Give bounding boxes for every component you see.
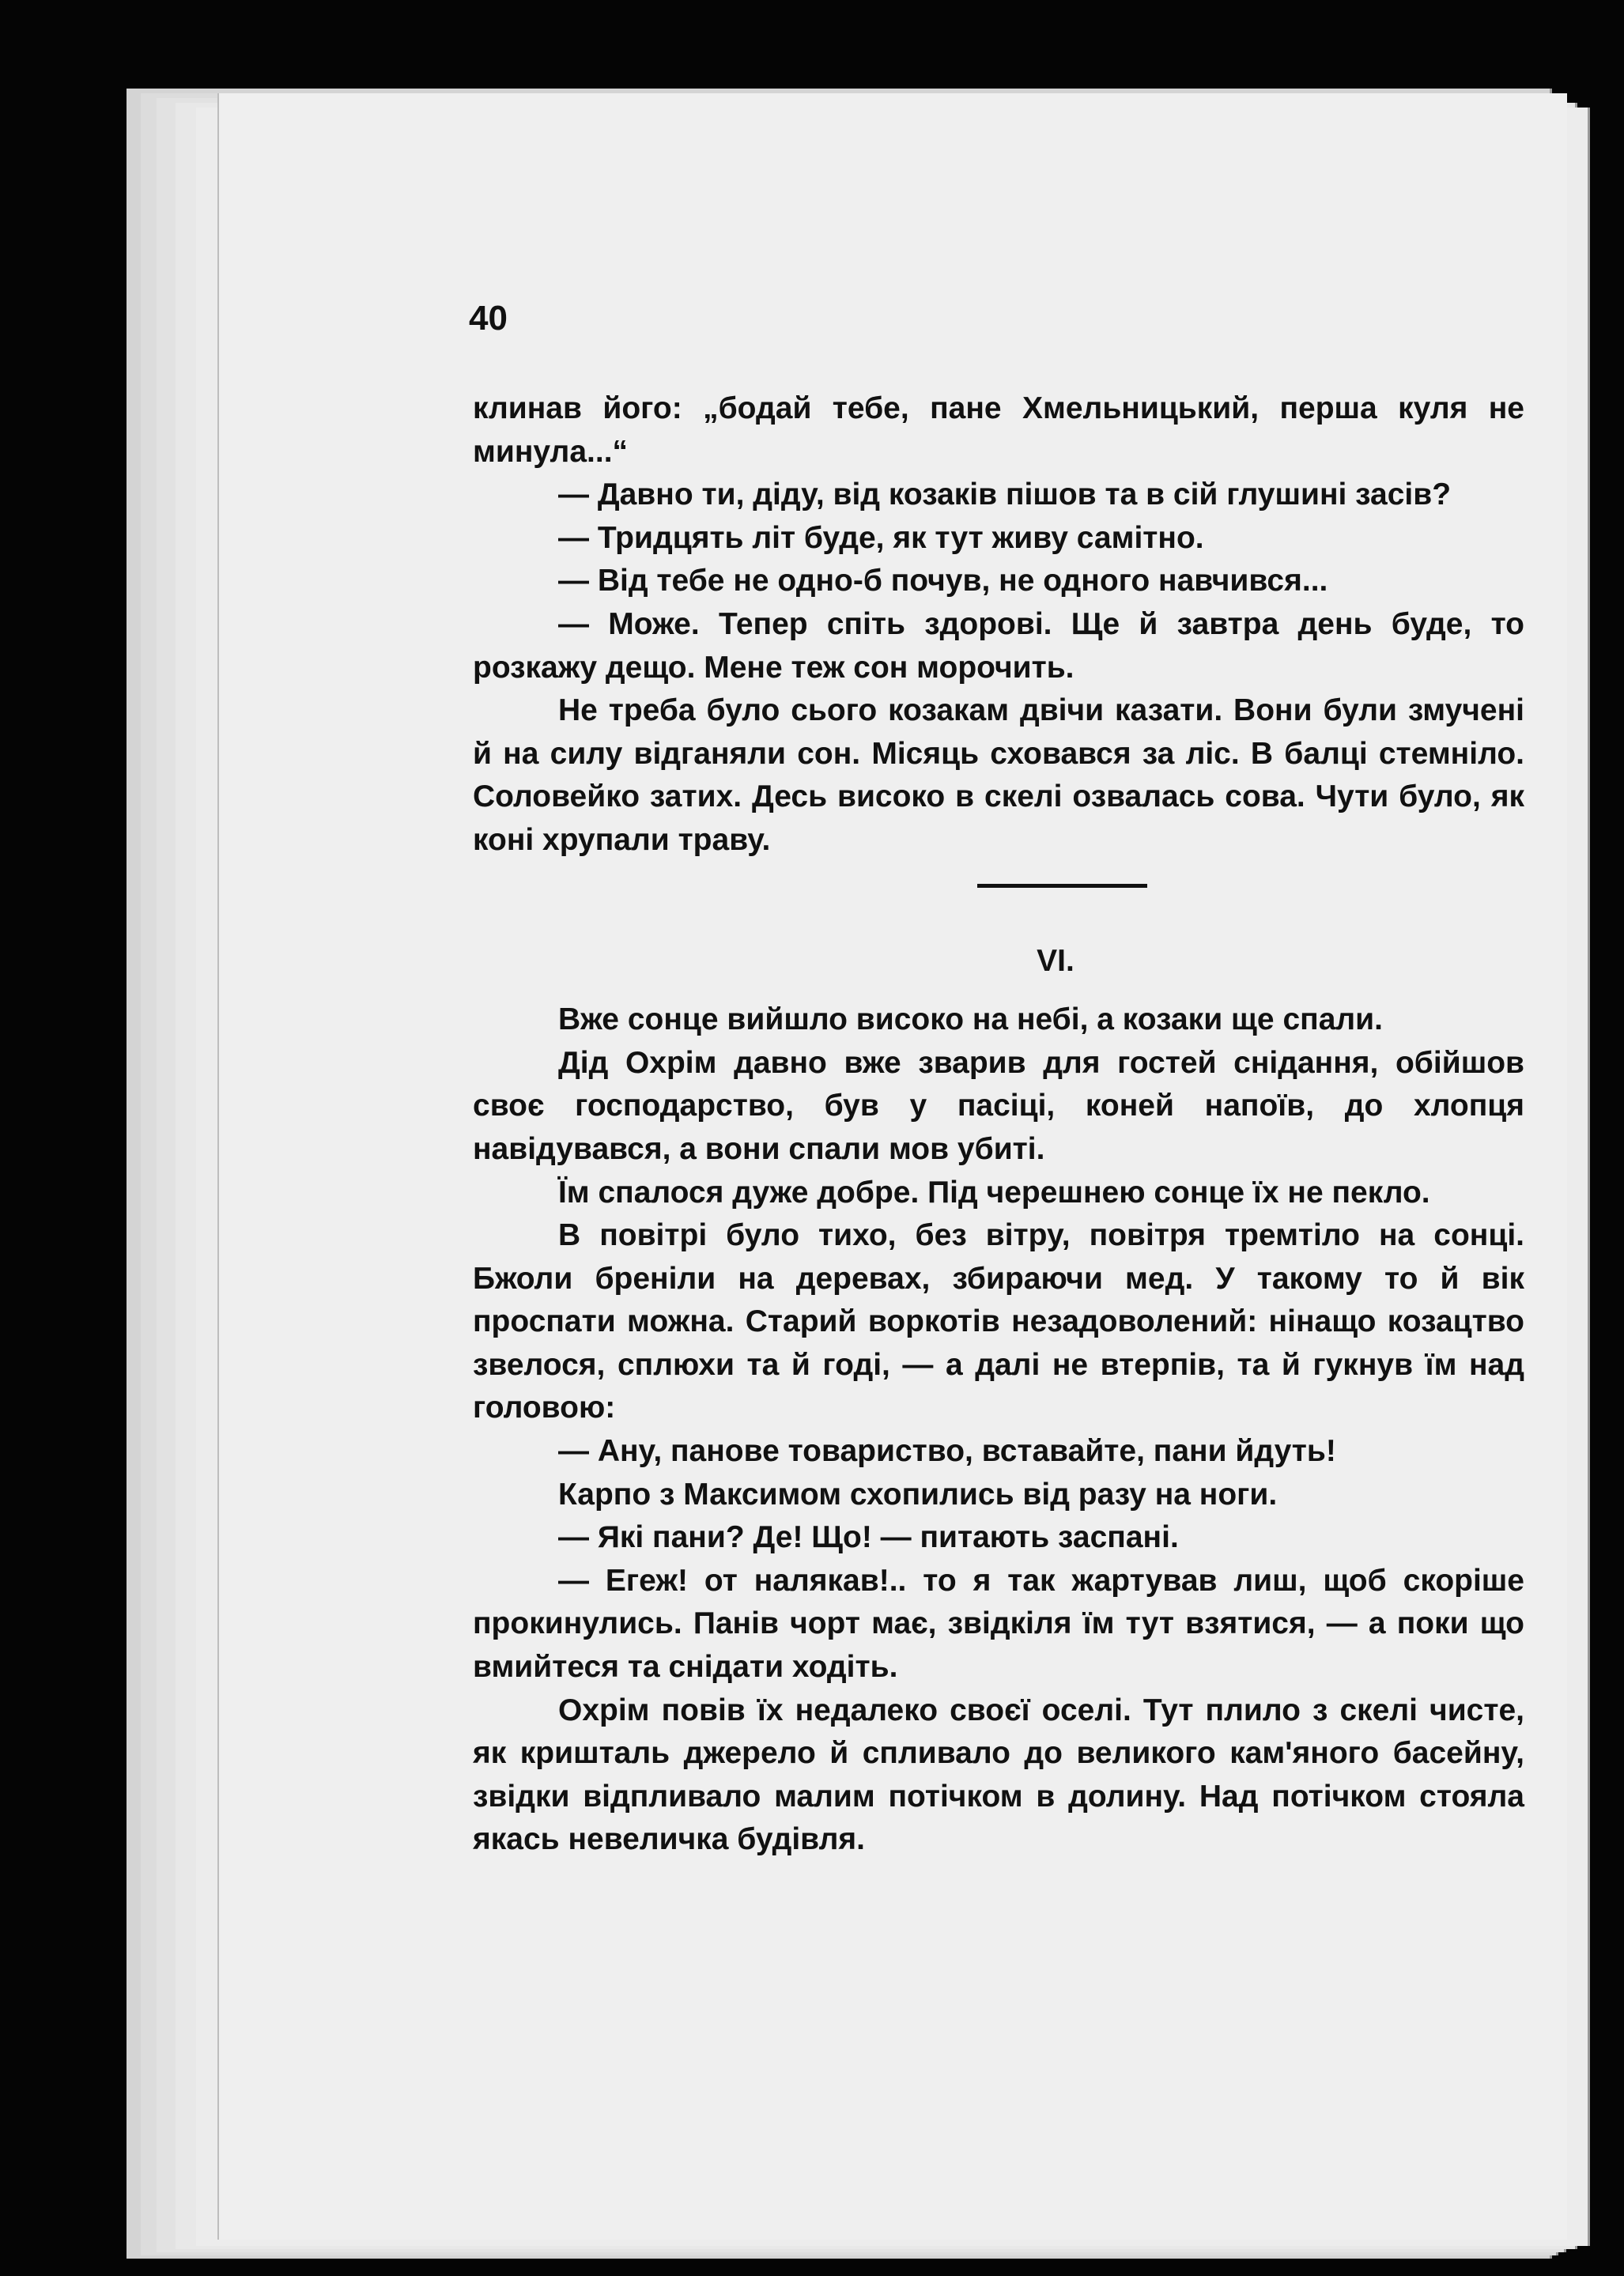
paragraph: — Які пани? Де! Що! — питають заспані. [558,1520,1179,1555]
page-text [473,387,1524,1862]
paragraph: Їм спалося дуже добре. Під черешнею сонце їх не пекло. [558,1175,1430,1210]
paragraph: — Тридцять літ буде, як тут живу самітно. [558,520,1204,555]
paragraph: — Ану, панове товариство, вставайте, пани йдуть! [558,1434,1336,1469]
chapter-heading: VI. [1037,943,1074,978]
paragraph: — Від тебе не одно-б почув, не одного навчився... [558,564,1328,598]
paragraph: — Може. Тепер спіть здорові. Ще й завтра день буде, то розкажу дещо. Мене теж сон морочить. [473,606,1524,685]
paragraph: Дід Охрім давно вже зварив для гостей снідання, обійшов своє господарство, був у пасіці, коней напоїв, до хлопця навідувався, а вони спали мов убиті. [473,1045,1524,1166]
paragraph: — Егеж! от налякав!.. то я так жартував лиш, щоб скоріше прокинулись. Панів чорт має, звідкіля їм тут взятися, — а поки що вмийтеся та снідати ходіть. [473,1563,1524,1685]
paragraph: Карпо з Максимом схопились від разу на ноги. [558,1477,1278,1512]
paragraph: Вже сонце вийшло високо на небі, а козаки ще спали. [558,1002,1383,1037]
paragraph: — Давно ти, діду, від козаків пішов та в сій глушині засів? [558,477,1452,512]
paragraph: В повітрі було тихо, без вітру, повітря тремтіло на сонці. Бжоли бреніли на деревах, збираючи мед. У такому то й вік проспати можна. Старий воркотів незадоволений: нінащо козацтво звелося, сплюхи та й годі, — а далі не втерпів, та й гукнув їм над головою: [473,1218,1524,1425]
page-number: 40 [469,299,508,338]
paragraph: Охрім повів їх недалеко своєї оселі. Тут плило з скелі чисте, як кришталь джерело й спливало до великого кам'яного басейну, звідки відпливало малим потічком в долину. Над потічком стояла якась невеличка будівля. [473,1693,1524,1857]
paragraph: клинав його: „бодай тебе, пане Хмельницький, перша куля не минула...“ [473,391,1524,469]
paragraph: Не треба було сього козакам двічи казати. Вони були змучені й на силу відганяли сон. Місяць сховався за ліс. В балці стемніло. Соловейко затих. Десь високо в скелі озвалась сова. Чути було, як коні хрупали траву. [473,693,1524,857]
section-divider [977,884,1147,888]
